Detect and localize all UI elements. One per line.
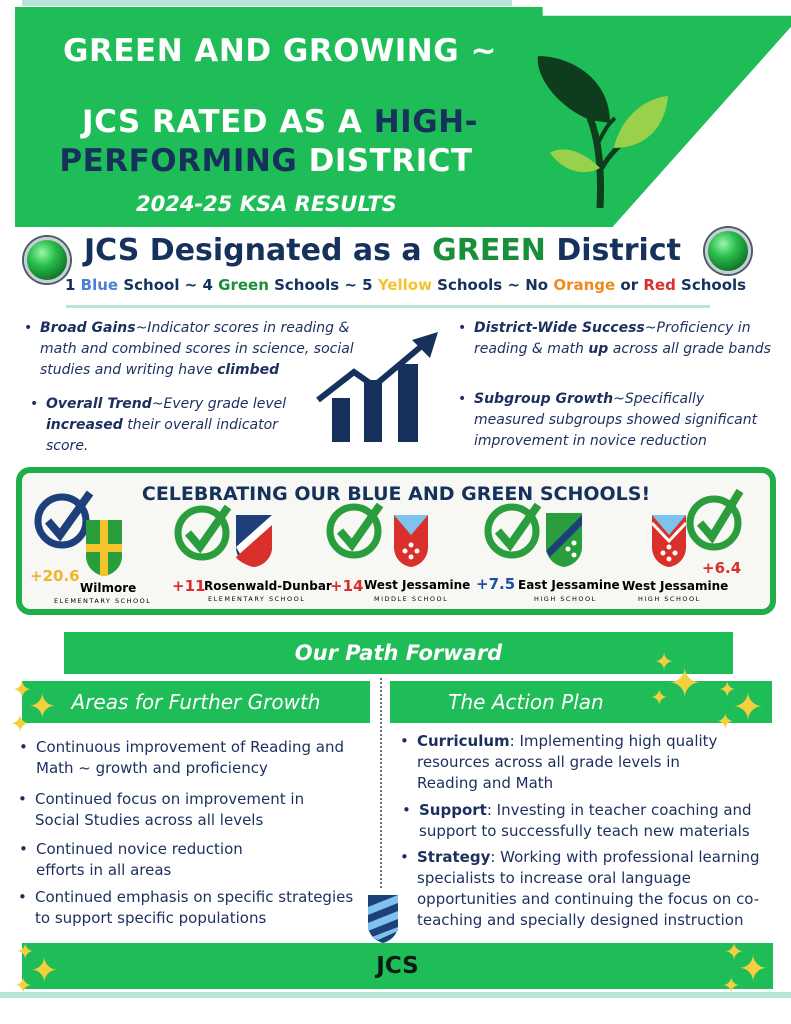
check-circle-icon — [482, 501, 552, 561]
sparkle-icon: ✦ — [10, 710, 31, 738]
growth-item: • Continued novice reduction efforts in all areas — [36, 839, 256, 881]
school-name: West Jessamine — [364, 578, 471, 592]
sparkle-icon: ✦ — [716, 710, 735, 735]
check-circle-icon — [172, 503, 242, 563]
school-level: ELEMENTARY SCHOOL — [54, 597, 152, 605]
school-name: West Jessamine — [622, 579, 729, 593]
growth-item: • Continued emphasis on specific strategies to support specific populations — [35, 887, 365, 929]
school-level: HIGH SCHOOL — [534, 595, 597, 603]
school-score: +11 — [172, 577, 206, 595]
top-accent-bar — [22, 0, 512, 6]
divider-line — [66, 305, 710, 308]
sparkle-icon: ✦ — [724, 938, 745, 966]
growth-heading: Areas for Further Growth — [22, 681, 370, 723]
sparkle-icon: ✦ — [718, 678, 737, 703]
celebrate-title: CELEBRATING OUR BLUE AND GREEN SCHOOLS! — [141, 483, 651, 505]
school-crest-icon — [544, 511, 584, 569]
school-crest-icon — [84, 518, 124, 578]
sparkle-icon: ✦ — [28, 687, 57, 727]
action-item-strategy: • Strategy: Working with professional learning specialists to increase oral language opportunities and continuing the focus on co-teaching and specially designed instruction — [417, 847, 763, 931]
sparkle-icon: ✦ — [30, 951, 59, 991]
school-score: +14 — [330, 577, 364, 595]
sparkle-icon: ✦ — [732, 685, 764, 729]
bar-chart-arrow-icon — [314, 330, 444, 445]
footer-bar — [22, 943, 773, 989]
broad-gains-bullet: • Broad Gains~Indicator scores in reading & math and combined scores in science, social studies and writing have climbed — [40, 318, 360, 381]
jcs-crest-icon — [366, 893, 400, 945]
overall-trend-bullet: • Overall Trend~Every grade level increased their overall indicator score. — [46, 394, 296, 457]
school-name: Rosenwald-Dunbar — [204, 579, 332, 593]
subgroup-bullet: • Subgroup Growth~Specifically measured subgroups showed significant improvement in novice reduction — [474, 389, 774, 452]
action-item-support: • Support: Investing in teacher coaching and support to successfully teach new materials — [419, 800, 759, 842]
sparkle-icon: ✦ — [738, 949, 769, 990]
celebrate-panel — [16, 467, 776, 615]
school-score: +7.5 — [476, 575, 516, 593]
school-counts: 1 Blue School ~ 4 Green Schools ~ 5 Yellow Schools ~ No Orange or Red Schools — [65, 276, 747, 294]
designation-title: JCS Designated as a GREEN District — [84, 233, 681, 268]
hero-subtitle: 2024-25 KSA RESULTS — [136, 192, 397, 216]
school-score: +6.4 — [702, 559, 742, 577]
hero-title-line1: GREEN AND GROWING ~ — [63, 33, 497, 69]
hero-title-line2: JCS RATED AS A HIGH- — [82, 104, 478, 140]
check-circle-icon — [324, 501, 394, 561]
check-circle-icon — [684, 487, 754, 551]
green-gem-icon-right — [705, 228, 751, 274]
action-item-curriculum: • Curriculum: Implementing high quality resources across all grade levels in Reading and Math — [417, 731, 737, 794]
column-divider — [380, 678, 382, 888]
sparkle-icon: ✦ — [16, 940, 35, 965]
school-level: MIDDLE SCHOOL — [374, 595, 449, 603]
district-wide-bullet: • District-Wide Success~Proficiency in reading & math up across all grade bands — [474, 318, 774, 360]
sparkle-icon: ✦ — [12, 676, 33, 704]
sparkle-icon: ✦ — [668, 661, 702, 707]
sparkle-icon: ✦ — [650, 686, 669, 711]
bottom-accent-bar — [0, 992, 791, 998]
school-crest-icon — [650, 513, 688, 569]
hero-title-line3: PERFORMING DISTRICT — [59, 143, 473, 179]
school-name: East Jessamine — [518, 578, 620, 592]
growth-item: • Continued focus on improvement in Social Studies across all levels — [35, 789, 335, 831]
sparkle-icon: ✦ — [722, 974, 741, 999]
sparkle-icon: ✦ — [14, 974, 33, 999]
sparkle-icon: ✦ — [654, 648, 675, 676]
path-forward-title: Our Path Forward — [64, 632, 733, 674]
plant-icon — [530, 48, 680, 208]
school-level: ELEMENTARY SCHOOL — [208, 595, 306, 603]
footer-text: JCS — [376, 953, 419, 979]
school-crest-icon — [392, 513, 430, 569]
action-heading: The Action Plan — [390, 681, 772, 723]
school-name: Wilmore — [80, 581, 137, 595]
growth-item: • Continuous improvement of Reading and Math ~ growth and proficiency — [36, 737, 356, 779]
school-score: +20.6 — [30, 567, 80, 585]
school-crest-icon — [234, 513, 274, 569]
green-gem-icon-left — [24, 237, 70, 283]
school-level: HIGH SCHOOL — [638, 595, 701, 603]
